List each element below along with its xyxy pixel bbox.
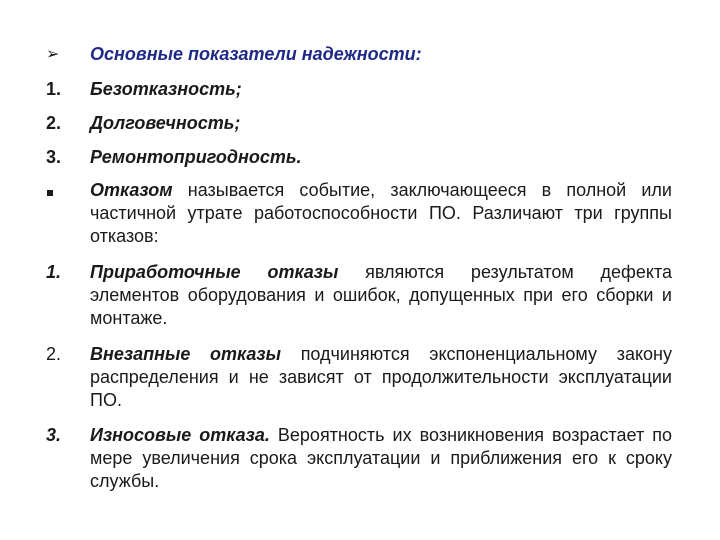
failure-group-body: подчиняются экспоненциальному закону распределения и не зависят от продолжительности эксплуатации ПО. [90, 344, 672, 410]
failure-group-term: Приработочные отказы [90, 262, 339, 282]
failure-group-text [90, 261, 672, 330]
list-text: Безотказность; [90, 79, 242, 99]
definition-term: Отказом [90, 180, 173, 200]
definition-text [90, 179, 672, 248]
list-number: 3. [46, 425, 62, 445]
failure-group-text [90, 343, 672, 412]
list-text: Ремонтопригодность. [90, 147, 302, 167]
list-number: 2. [46, 113, 62, 133]
list-text: Долговечность; [90, 113, 241, 133]
arrow-bullet-icon: ➢ [46, 46, 60, 63]
heading-title: Основные показатели надежности: [90, 44, 422, 64]
failure-group-text [90, 424, 672, 493]
list-number: 1. [46, 262, 62, 282]
failure-group-term: Износовые отказа. [90, 425, 270, 445]
failure-group-term: Внезапные отказы [90, 344, 281, 364]
failure-group-body: являются результатом дефекта элементов оборудования и ошибок, допущенных при его сборки и монтаже. [90, 262, 672, 328]
list-number: 2. [46, 344, 62, 364]
definition-body: называется событие, заключающееся в полной или частичной утрате работоспособности ПО. Различают три группы отказов: [90, 180, 672, 246]
square-bullet-icon [46, 179, 53, 202]
list-number: 3. [46, 147, 62, 167]
failure-group-body: Вероятность их возникновения возрастает по мере увеличения срока эксплуатации и приближения его к сроку службы. [90, 425, 672, 491]
list-number: 1. [46, 79, 62, 99]
